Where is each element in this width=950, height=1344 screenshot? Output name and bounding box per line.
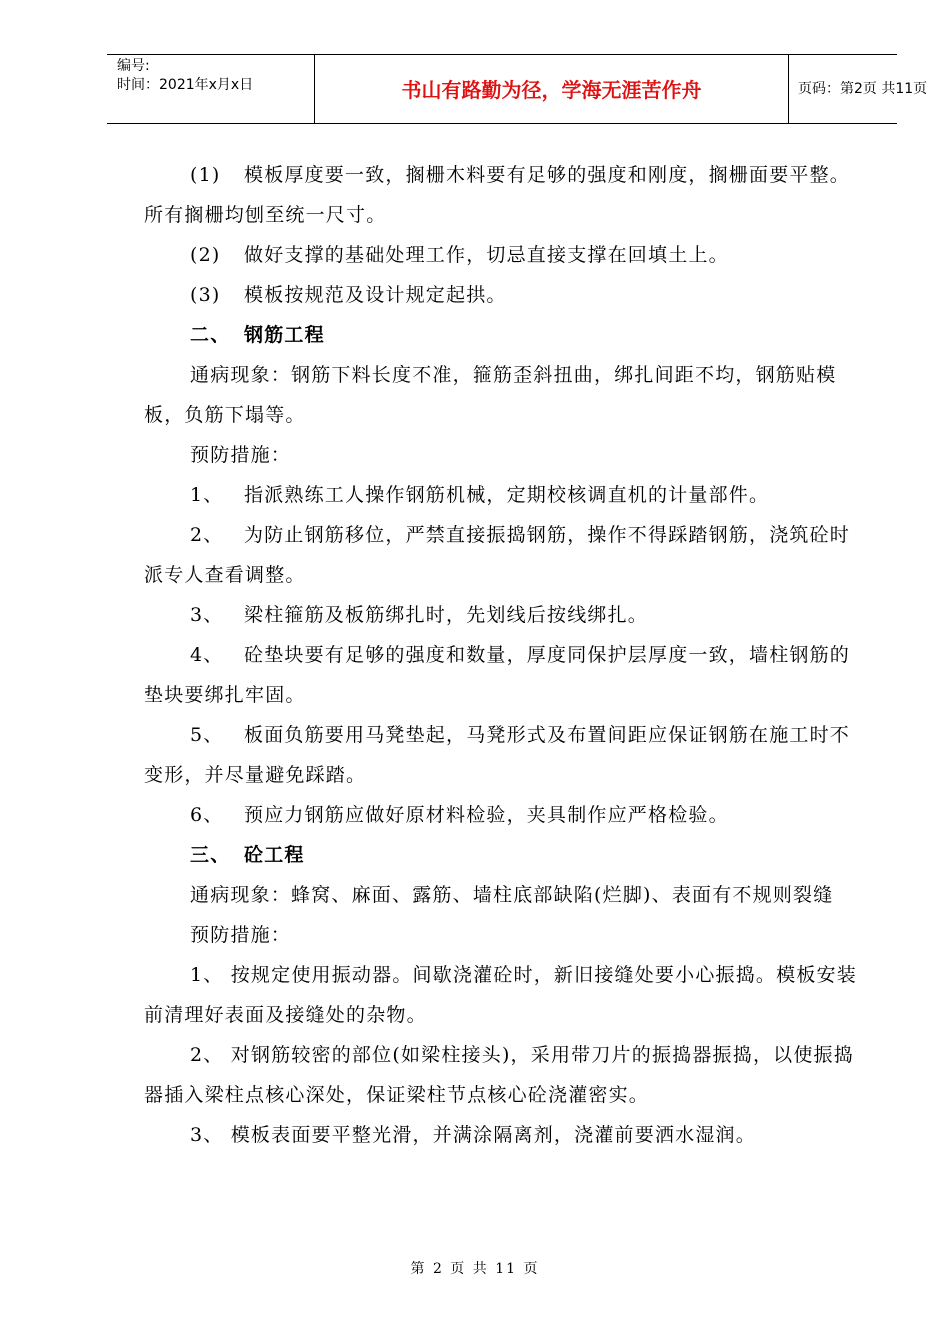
paragraph-text: 3、 模板表面要平整光滑，并满涂隔离剂，浇灌前要洒水湿润。 <box>190 1124 756 1146</box>
document-time: 时间：2021年x月x日 <box>117 77 254 93</box>
body-paragraph <box>144 715 860 795</box>
paragraph-number: 二、 <box>190 324 231 346</box>
body-paragraph <box>144 595 860 635</box>
paragraph-text: 钢筋工程 <box>244 324 325 346</box>
paragraph-number: 三、 <box>190 844 231 866</box>
paragraph-text: 预防措施： <box>190 924 292 946</box>
page-footer: 第 2 页 共 11 页 <box>410 1261 540 1277</box>
body-paragraph <box>144 475 860 515</box>
paragraph-text: 2、 对钢筋较密的部位(如梁柱接头)，采用带刀片的振捣器振捣，以使振捣器插入梁柱点核心深处，保证梁柱节点核心砼浇灌密实。 <box>144 1044 854 1106</box>
body-paragraph <box>144 635 860 715</box>
body-paragraph <box>144 915 860 955</box>
paragraph-text: 预应力钢筋应做好原材料检验，夹具制作应严格检验。 <box>244 804 729 826</box>
paragraph-number: 3、 <box>190 604 224 626</box>
body-paragraph <box>144 1115 860 1155</box>
document-number-label: 编号: <box>117 58 150 74</box>
paragraph-text: 1、 按规定使用振动器。间歇浇灌砼时，新旧接缝处要小心振捣。模板安装前清理好表面及接缝处的杂物。 <box>144 964 857 1026</box>
paragraph-text: 做好支撑的基础处理工作，切忌直接支撑在回填土上。 <box>244 244 729 266</box>
body-paragraph <box>144 435 860 475</box>
body-paragraph <box>144 1035 860 1115</box>
paragraph-text: 通病现象：蜂窝、麻面、露筋、墙柱底部缺陷(烂脚)、表面有不规则裂缝 <box>190 884 834 906</box>
header-meta <box>107 55 314 123</box>
paragraph-text: 模板按规范及设计规定起拱。 <box>244 284 507 306</box>
body-paragraph <box>144 795 860 835</box>
body-paragraph <box>144 155 860 235</box>
header-motto: 书山有路勤为径，学海无涯苦作舟 <box>401 78 702 102</box>
section-heading <box>144 835 860 875</box>
header-motto-cell <box>314 55 789 123</box>
paragraph-text: 通病现象：钢筋下料长度不准，箍筋歪斜扭曲，绑扎间距不均，钢筋贴模板，负筋下塌等。 <box>144 364 837 426</box>
paragraph-number: 6、 <box>190 804 224 826</box>
paragraph-text: 砼垫块要有足够的强度和数量，厚度同保护层厚度一致，墙柱钢筋的垫块要绑扎牢固。 <box>144 644 851 706</box>
paragraph-text: 梁柱箍筋及板筋绑扎时，先划线后按线绑扎。 <box>244 604 649 626</box>
section-heading <box>144 315 860 355</box>
paragraph-number: 1、 <box>190 484 224 506</box>
paragraph-text: 砼工程 <box>244 844 305 866</box>
paragraph-number: 2、 <box>190 524 224 546</box>
paragraph-text: 预防措施： <box>190 444 292 466</box>
paragraph-number: (1) <box>190 164 221 186</box>
paragraph-number: 5、 <box>190 724 224 746</box>
body-paragraph <box>144 235 860 275</box>
page-header <box>107 54 928 124</box>
body-paragraph <box>144 355 860 435</box>
paragraph-text: 为防止钢筋移位，严禁直接振捣钢筋，操作不得踩踏钢筋，浇筑砼时派专人查看调整。 <box>144 524 851 586</box>
paragraph-text: 模板厚度要一致，搁栅木料要有足够的强度和刚度，搁栅面要平整。所有搁栅均刨至统一尺寸。 <box>144 164 851 226</box>
body-paragraph <box>144 955 860 1035</box>
paragraph-number: 4、 <box>190 644 224 666</box>
body-paragraph <box>144 875 860 915</box>
header-page-cell <box>788 55 928 123</box>
paragraph-number: (2) <box>190 244 221 266</box>
document-body <box>144 155 860 1155</box>
header-page-info: 页码：第2页 共11页 <box>798 81 928 97</box>
body-paragraph <box>144 275 860 315</box>
paragraph-text: 板面负筋要用马凳垫起，马凳形式及布置间距应保证钢筋在施工时不变形，并尽量避免踩踏。 <box>144 724 851 786</box>
body-paragraph <box>144 515 860 595</box>
paragraph-number: (3) <box>190 284 221 306</box>
paragraph-text: 指派熟练工人操作钢筋机械，定期校核调直机的计量部件。 <box>244 484 770 506</box>
